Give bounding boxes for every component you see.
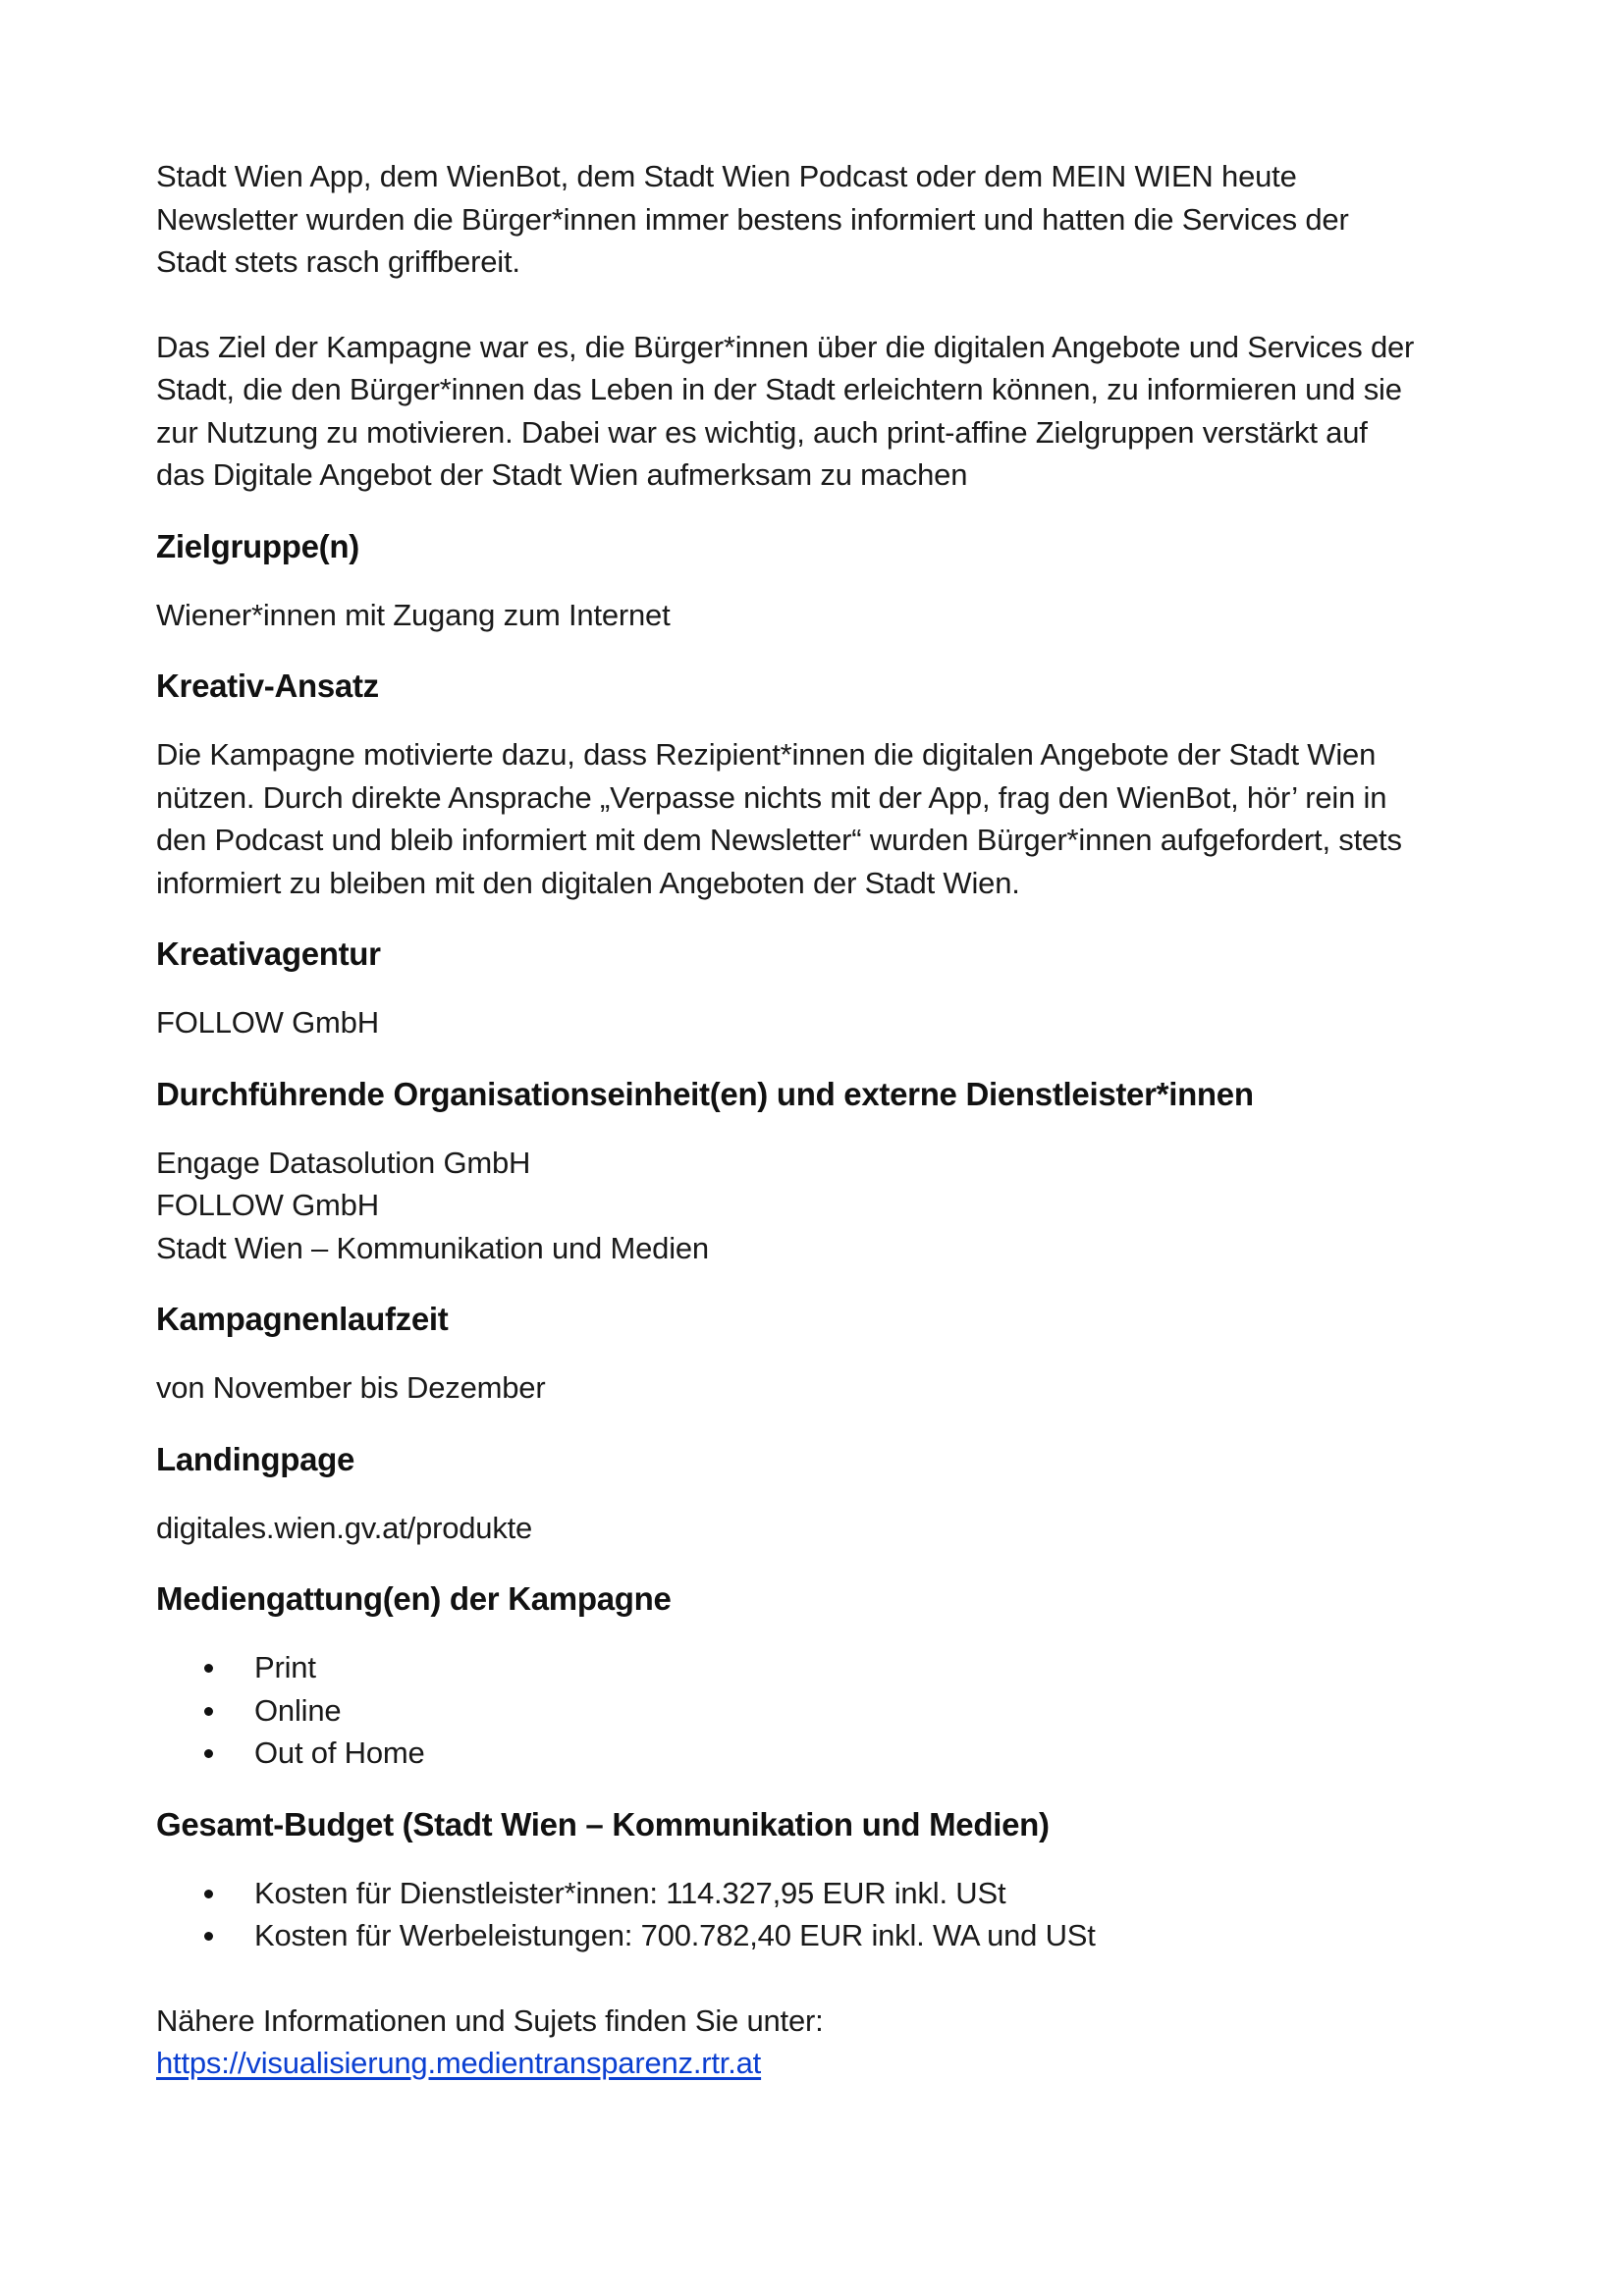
intro-line: Newsletter wurden die Bürger*innen immer bestens informiert und hatten die Services der (156, 201, 1349, 237)
bullet-icon (204, 1749, 213, 1758)
list-item (156, 1914, 1491, 1957)
bullet-icon (204, 1664, 213, 1673)
agency-heading: Kreativagentur (156, 935, 381, 972)
intro-line: Stadt stets rasch griffbereit. (156, 244, 520, 279)
media-item-label: Out of Home (254, 1735, 425, 1770)
creative-line: informiert zu bleiben mit den digitalen Angeboten der Stadt Wien. (156, 865, 1020, 900)
media-item-label: Online (254, 1692, 342, 1728)
goal-paragraph (156, 326, 1491, 497)
landing-text: digitales.wien.gv.at/produkte (156, 1510, 533, 1545)
creative-paragraph (156, 733, 1491, 904)
more-info-link-line (156, 2042, 1491, 2085)
executing-list (156, 1142, 1491, 1270)
goal-line: Stadt, die den Bürger*innen das Leben in der Stadt erleichtern können, zu informieren und sie (156, 372, 1402, 406)
list-item (156, 1646, 1491, 1689)
target-group-heading: Zielgruppe(n) (156, 527, 359, 564)
intro-line: Stadt Wien App, dem WienBot, dem Stadt Wien Podcast oder dem MEIN WIEN heute (156, 159, 1297, 193)
media-heading: Mediengattung(en) der Kampagne (156, 1580, 672, 1617)
budget-item-label: Kosten für Dienstleister*innen: 114.327,95 EUR inkl. USt (254, 1875, 1006, 1910)
list-item (156, 1872, 1491, 1915)
target-group-text: Wiener*innen mit Zugang zum Internet (156, 597, 671, 632)
landing-heading: Landingpage (156, 1440, 355, 1477)
runtime-text: von November bis Dezember (156, 1370, 546, 1405)
intro-paragraph (156, 155, 1491, 284)
agency-text: FOLLOW GmbH (156, 1005, 379, 1040)
more-info-text: Nähere Informationen und Sujets finden Sie unter: (156, 2002, 824, 2038)
bullet-icon (204, 1707, 213, 1716)
budget-list (156, 1872, 1491, 1957)
goal-line: zur Nutzung zu motivieren. Dabei war es wichtig, auch print-affine Zielgruppen verstärkt auf (156, 414, 1368, 450)
document-page (156, 155, 1491, 2085)
media-item-label: Print (254, 1650, 316, 1684)
creative-line: den Podcast und bleib informiert mit dem Newsletter“ wurden Bürger*innen aufgefordert, stets (156, 823, 1402, 857)
creative-line: nützen. Durch direkte Ansprache „Verpasse nichts mit der App, frag den WienBot, hör’ rein in (156, 779, 1387, 815)
creative-heading: Kreativ-Ansatz (156, 667, 379, 704)
list-item (156, 1732, 1491, 1775)
bullet-icon (204, 1932, 213, 1941)
list-item (156, 1689, 1491, 1733)
budget-heading: Gesamt-Budget (Stadt Wien – Kommunikation und Medien) (156, 1805, 1050, 1842)
executing-line: Stadt Wien – Kommunikation und Medien (156, 1230, 709, 1265)
bullet-icon (204, 1890, 213, 1898)
media-list (156, 1646, 1491, 1775)
more-info-link[interactable]: https://visualisierung.medientransparenz.rtr.at (156, 2046, 762, 2080)
executing-line: FOLLOW GmbH (156, 1188, 379, 1222)
more-info-paragraph (156, 2000, 1491, 2085)
budget-item-label: Kosten für Werbeleistungen: 700.782,40 EUR inkl. WA und USt (254, 1918, 1096, 1952)
goal-line: das Digitale Angebot der Stadt Wien aufmerksam zu machen (156, 457, 968, 492)
goal-line: Das Ziel der Kampagne war es, die Bürger*innen über die digitalen Angebote und Services der (156, 329, 1415, 364)
runtime-heading: Kampagnenlaufzeit (156, 1301, 449, 1337)
executing-line: Engage Datasolution GmbH (156, 1145, 531, 1180)
executing-heading: Durchführende Organisationseinheit(en) und externe Dienstleister*innen (156, 1075, 1254, 1112)
creative-line: Die Kampagne motivierte dazu, dass Rezipient*innen die digitalen Angebote der Stadt Wien (156, 737, 1377, 772)
